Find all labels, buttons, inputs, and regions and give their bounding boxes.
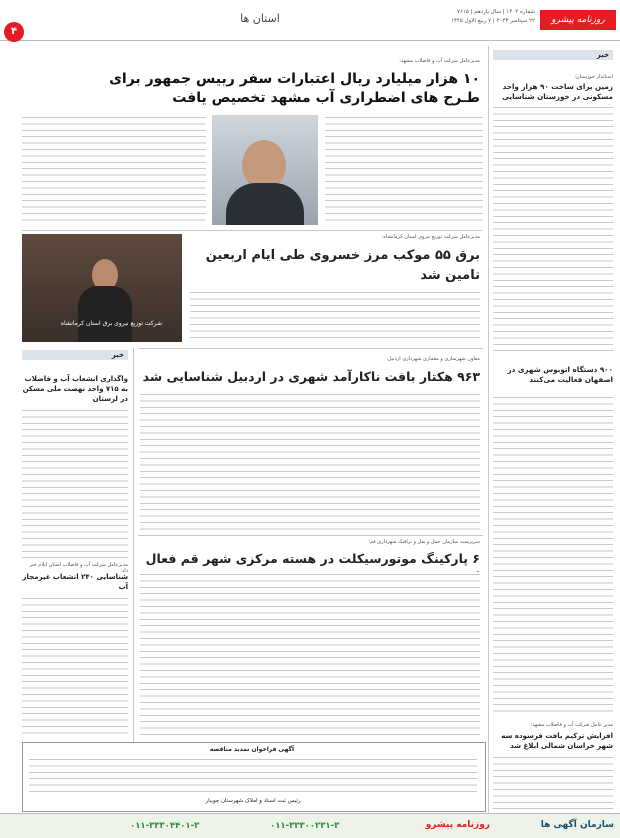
story4-kicker: سرپرست سازمان حمل و نقل و ترافیک شهرداری قم: bbox=[368, 539, 480, 545]
section-rule bbox=[22, 230, 482, 231]
news-box-title: خبر bbox=[596, 51, 609, 59]
lead-photo bbox=[212, 115, 318, 225]
story-body bbox=[493, 395, 613, 715]
story-title: شناسایی ۲۴۰ انشعاب غیرمجاز آب bbox=[22, 573, 128, 591]
story-body bbox=[22, 408, 128, 558]
person-body bbox=[226, 183, 304, 225]
issue-number: شماره ۱۴۰۲ | سال یازدهم | ۷۶۱۵ bbox=[456, 9, 535, 15]
photo-caption: شرکت توزیع نیروی برق استان کرمانشاه bbox=[60, 320, 162, 327]
left-news-column bbox=[22, 350, 128, 740]
page-number: ۴ bbox=[4, 22, 24, 42]
story3-headline: ۹۶۳ هکتار بافت ناکارآمد شهری در اردبیل شناسایی شد bbox=[142, 369, 480, 384]
column-divider bbox=[488, 46, 489, 826]
story2-headline: برق ۵۵ موکب مرز خسروی طی ایام اربعین تامین شد bbox=[205, 248, 480, 283]
lead-body bbox=[325, 115, 483, 225]
news-box-head bbox=[493, 50, 613, 60]
footer-bar bbox=[0, 813, 620, 838]
footer-brand: روزنامه پیشرو bbox=[425, 820, 490, 830]
story-title: زمین برای ساخت ۹۰ هزار واحد مسکونی در خوزستان شناسایی bbox=[502, 82, 613, 101]
story-title: ۹۰۰ دستگاه اتوبوس شهری در اصفهان فعالیت می‌کنند bbox=[507, 365, 613, 384]
footer-phone: ۰۱۱-۳۳۳۰۴۴۰۱-۳ bbox=[130, 821, 200, 831]
story2-kicker: مدیرعامل شرکت توزیع نیروی استان کرمانشاه: bbox=[381, 234, 480, 240]
story-title: افزایش ترکیم بافت فرسوده سه شهر خراسان شمالی ابلاغ شد bbox=[501, 732, 613, 750]
section-rule bbox=[138, 535, 483, 536]
story-kicker: مدیرعامل شرکت آب و فاضلاب استان ایلام خبر داد: bbox=[29, 562, 128, 574]
news-box-head bbox=[22, 350, 128, 360]
story3-body bbox=[140, 392, 480, 532]
ad-signature: رئیس ثبت اسناد و املاک شهرستان جویبار bbox=[205, 798, 301, 804]
story-kicker: استاندار خوزستان: bbox=[574, 74, 613, 80]
masthead bbox=[0, 0, 620, 41]
story-title: واگذاری انشعاب آب و فاضلاب به ۷۱۵ واحد نهضت ملی مسکن در لرستان bbox=[22, 375, 128, 403]
section-rule bbox=[138, 348, 483, 349]
footer-phone: ۰۱۱-۳۳۳۰۰۲۳۱-۳ bbox=[270, 821, 340, 831]
ad-title: آگهی فراخوان تمدید مناقصه bbox=[209, 746, 295, 753]
issue-line bbox=[420, 8, 535, 26]
section-title: استان ها bbox=[240, 12, 280, 25]
issue-date: ۲۲ سپتامبر ۲۰۲۳ | ۷ ربیع الاول ۱۴۴۵ bbox=[451, 18, 535, 24]
story-body bbox=[493, 105, 613, 355]
lead-headline: ۱۰ هزار میلیارد ریال اعتبارات سفر رییس جمهور برای طـرح های اضطراری آب مشهد تخصیص یافت bbox=[109, 71, 480, 106]
ad-body bbox=[29, 757, 477, 793]
story2-photo bbox=[22, 234, 182, 342]
lead-body bbox=[22, 115, 206, 225]
lead-kicker: مدیرعامل شرکت آب و فاضلاب مشهد: bbox=[399, 58, 480, 64]
story4-body bbox=[140, 572, 480, 737]
story2-body bbox=[190, 290, 480, 340]
column-divider bbox=[133, 348, 134, 743]
story-body bbox=[22, 596, 128, 736]
right-news-column bbox=[493, 50, 613, 830]
story3-kicker: معاون شهرسازی و معماری شهرداری اردبیل: bbox=[386, 356, 480, 362]
person-body bbox=[78, 286, 132, 342]
story-kicker: مدیر عامل شرکت آب و فاضلاب مشهد: bbox=[530, 722, 613, 728]
news-box-title: خبر bbox=[111, 351, 124, 359]
newspaper-logo: روزنامه پیشرو bbox=[540, 10, 616, 30]
story4-headline: ۶ پارکینگ موتورسیکلت در هسته مرکزی شهر قم فعال bbox=[145, 551, 480, 566]
ads-department: سازمان آگهی ها bbox=[540, 820, 614, 830]
ad-box bbox=[22, 742, 486, 812]
